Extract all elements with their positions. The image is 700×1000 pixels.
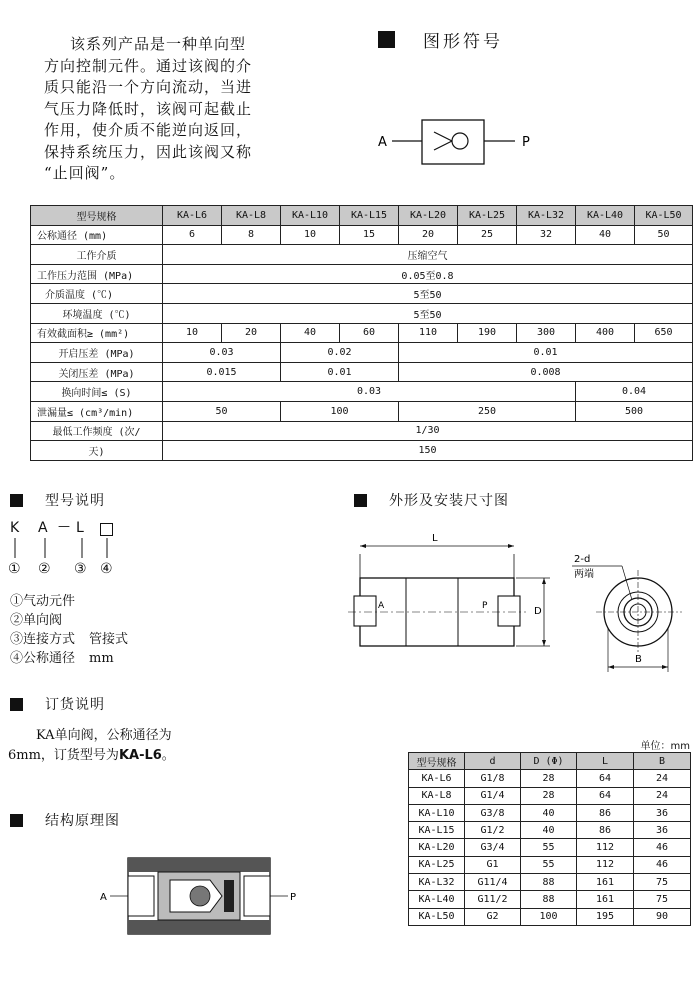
- table-row: [31, 245, 693, 265]
- order-line-2-suffix: 。: [161, 748, 175, 763]
- row-label: 有效截面积≥ (mm²): [31, 323, 163, 343]
- legend-text: 公称通径: [23, 651, 76, 666]
- table-row: [409, 822, 691, 839]
- structure-drawing: [100, 852, 300, 942]
- row-label: 介质温度 (℃): [31, 284, 163, 304]
- table-cell: 55: [521, 839, 577, 856]
- model-cell: KA-L20: [399, 206, 458, 226]
- order-line-2: [8, 746, 175, 766]
- structure-title: 结构原理图: [45, 813, 120, 829]
- table-cell: 40: [521, 822, 577, 839]
- table-cell: 40: [576, 225, 635, 245]
- row-label: 天): [31, 441, 163, 461]
- dimension-drawing: [346, 522, 694, 677]
- table-cell: 32: [517, 225, 576, 245]
- row-label: 开启压差 (MPa): [31, 343, 163, 363]
- marker-2: ②: [38, 561, 51, 577]
- table-cell: G1: [465, 856, 521, 873]
- table-cell: 161: [577, 874, 634, 891]
- table-cell: 10: [281, 225, 340, 245]
- table-cell: 15: [340, 225, 399, 245]
- table-cell: 110: [399, 323, 458, 343]
- dim-label-ends: 两端: [574, 569, 594, 580]
- model-legend: [10, 592, 128, 668]
- model-cell: KA-L40: [576, 206, 635, 226]
- model-cell: KA-L50: [635, 206, 693, 226]
- table-cell: 64: [577, 787, 634, 804]
- structure-heading: [10, 810, 120, 830]
- order-heading: [10, 694, 105, 714]
- dims-header-row: [409, 753, 691, 770]
- header-label: 型号规格: [31, 206, 163, 226]
- dims-table: [408, 752, 691, 926]
- table-cell: 195: [577, 908, 634, 925]
- legend-num: ②: [10, 613, 24, 628]
- intro-line: 气压力降低时，该阀可起截止: [44, 99, 253, 118]
- intro-line: 质只能沿一个方向流动，当进: [44, 78, 253, 96]
- table-cell: G1/8: [465, 770, 521, 787]
- table-row: [409, 770, 691, 787]
- table-row: [31, 343, 693, 363]
- table-cell: KA-L50: [409, 908, 465, 925]
- dim-label-2d: 2-d: [574, 554, 591, 565]
- marker-1: ①: [8, 561, 21, 577]
- marker-3: ③: [74, 561, 87, 577]
- code-box-icon: [100, 523, 113, 536]
- legend-item: [10, 611, 128, 630]
- model-desc-title: 型号说明: [45, 493, 105, 509]
- square-bullet-icon: [378, 31, 395, 48]
- table-cell: 55: [521, 856, 577, 873]
- table-cell: 46: [634, 856, 691, 873]
- table-cell: 112: [577, 839, 634, 856]
- legend-extra: mm: [89, 651, 114, 666]
- table-row: [31, 362, 693, 382]
- table-cell: 100: [281, 401, 399, 421]
- structure-port-a: A: [100, 892, 107, 903]
- table-cell: 6: [163, 225, 222, 245]
- table-cell: 75: [634, 874, 691, 891]
- table-row: [31, 401, 693, 421]
- table-row: [31, 225, 693, 245]
- table-cell: 10: [163, 323, 222, 343]
- order-title: 订货说明: [45, 697, 105, 713]
- table-cell: 1/30: [163, 421, 693, 441]
- table-cell: 40: [281, 323, 340, 343]
- marker-4: ④: [100, 561, 113, 577]
- table-row: [409, 839, 691, 856]
- legend-num: ①: [10, 594, 24, 609]
- symbol-port-a: A: [378, 135, 387, 150]
- row-label: 工作介质: [31, 245, 163, 265]
- table-cell: 650: [635, 323, 693, 343]
- model-cell: KA-L15: [340, 206, 399, 226]
- table-cell: 500: [576, 401, 693, 421]
- dim-label-l: L: [432, 533, 438, 544]
- table-row: [31, 303, 693, 323]
- table-cell: 0.01: [399, 343, 693, 363]
- header-cell: B: [634, 753, 691, 770]
- row-label: 工作压力范围 (MPa): [31, 264, 163, 284]
- table-cell: G3/4: [465, 839, 521, 856]
- intro-line: “止回阀”。: [44, 164, 126, 182]
- table-cell: 0.03: [163, 382, 576, 402]
- order-line-2-prefix: 6mm，订货型号为: [8, 748, 119, 763]
- table-cell: 150: [163, 441, 693, 461]
- legend-text: 单向阀: [23, 613, 63, 628]
- row-label: 泄漏量≤ (cm³/min): [31, 401, 163, 421]
- square-bullet-icon: [10, 698, 23, 711]
- dim-label-d: D: [534, 606, 542, 617]
- legend-num: ④: [10, 651, 24, 666]
- model-cell: KA-L32: [517, 206, 576, 226]
- table-cell: 0.04: [576, 382, 693, 402]
- square-bullet-icon: [10, 814, 23, 827]
- header-cell: d: [465, 753, 521, 770]
- header-cell: L: [577, 753, 634, 770]
- model-cell: KA-L25: [458, 206, 517, 226]
- table-cell: 64: [577, 770, 634, 787]
- spec-table: [30, 205, 693, 461]
- header-cell: 型号规格: [409, 753, 465, 770]
- table-cell: 112: [577, 856, 634, 873]
- intro-line: 作用，使介质不能逆向返回，: [44, 121, 253, 139]
- table-cell: 86: [577, 804, 634, 821]
- table-cell: KA-L8: [409, 787, 465, 804]
- structure-port-p: P: [290, 892, 297, 903]
- table-cell: 75: [634, 891, 691, 908]
- row-label: 公称通径 (mm): [31, 225, 163, 245]
- table-cell: 0.02: [281, 343, 399, 363]
- dim-label-a: A: [378, 601, 385, 611]
- symbol-heading: [378, 27, 503, 52]
- legend-item: [10, 649, 128, 668]
- table-cell: 88: [521, 874, 577, 891]
- code-dash: —: [58, 519, 70, 533]
- table-row: [409, 891, 691, 908]
- table-cell: 36: [634, 822, 691, 839]
- table-cell: G1/4: [465, 787, 521, 804]
- table-row: [409, 787, 691, 804]
- table-cell: 36: [634, 804, 691, 821]
- order-model: KA-L6: [118, 748, 162, 763]
- dimension-title: 外形及安装尺寸图: [389, 493, 509, 509]
- dim-label-p: P: [482, 601, 488, 611]
- table-cell: 0.05至0.8: [163, 264, 693, 284]
- intro-line: 该系列产品是一种单向型: [70, 35, 247, 53]
- table-cell: 250: [399, 401, 576, 421]
- table-cell: 190: [458, 323, 517, 343]
- code-letter: A: [38, 520, 48, 536]
- table-cell: 50: [635, 225, 693, 245]
- model-cell: KA-L6: [163, 206, 222, 226]
- table-cell: 5至50: [163, 284, 693, 304]
- legend-num: ③: [10, 632, 24, 647]
- table-cell: 50: [163, 401, 281, 421]
- intro-line: 保持系统压力，因此该阀又称: [44, 142, 253, 161]
- table-cell: 28: [521, 770, 577, 787]
- table-cell: 400: [576, 323, 635, 343]
- table-cell: 46: [634, 839, 691, 856]
- table-row: [31, 382, 693, 402]
- table-cell: KA-L10: [409, 804, 465, 821]
- model-cell: KA-L10: [281, 206, 340, 226]
- row-label: 环境温度 (℃): [31, 303, 163, 323]
- model-cell: KA-L8: [222, 206, 281, 226]
- table-cell: KA-L40: [409, 891, 465, 908]
- table-cell: G1/2: [465, 822, 521, 839]
- table-cell: 压缩空气: [163, 245, 693, 265]
- table-cell: 0.015: [163, 362, 281, 382]
- table-cell: 60: [340, 323, 399, 343]
- table-cell: G11/4: [465, 874, 521, 891]
- table-cell: 24: [634, 787, 691, 804]
- table-cell: 28: [521, 787, 577, 804]
- square-bullet-icon: [10, 494, 23, 507]
- legend-item: [10, 592, 128, 611]
- dim-label-b: B: [635, 654, 642, 665]
- table-row: [409, 856, 691, 873]
- header-cell: D (Φ): [521, 753, 577, 770]
- table-cell: 8: [222, 225, 281, 245]
- table-row: [31, 421, 693, 441]
- table-row: [31, 441, 693, 461]
- table-cell: KA-L32: [409, 874, 465, 891]
- legend-text: 气动元件: [23, 594, 76, 609]
- table-cell: KA-L20: [409, 839, 465, 856]
- table-cell: 88: [521, 891, 577, 908]
- table-row: [409, 908, 691, 925]
- table-row: [409, 804, 691, 821]
- table-row: [31, 264, 693, 284]
- table-cell: KA-L15: [409, 822, 465, 839]
- table-cell: G11/2: [465, 891, 521, 908]
- table-cell: KA-L25: [409, 856, 465, 873]
- table-cell: KA-L6: [409, 770, 465, 787]
- row-label: 换向时间≤ (S): [31, 382, 163, 402]
- symbol-port-p: P: [522, 135, 530, 150]
- intro-line: 方向控制元件。通过该阀的介: [44, 56, 253, 75]
- model-desc-heading: [10, 490, 105, 510]
- table-cell: G2: [465, 908, 521, 925]
- table-cell: 161: [577, 891, 634, 908]
- table-cell: 100: [521, 908, 577, 925]
- table-row: [409, 874, 691, 891]
- code-letter: K: [10, 520, 20, 536]
- table-cell: 86: [577, 822, 634, 839]
- table-cell: G3/8: [465, 804, 521, 821]
- table-cell: 90: [634, 908, 691, 925]
- table-cell: 0.01: [281, 362, 399, 382]
- table-cell: 0.03: [163, 343, 281, 363]
- check-valve-symbol: [370, 110, 550, 170]
- row-label: 关闭压差 (MPa): [31, 362, 163, 382]
- dimension-heading: [354, 490, 509, 510]
- legend-text: 连接方式: [23, 632, 76, 647]
- table-row: [31, 323, 693, 343]
- table-cell: 40: [521, 804, 577, 821]
- table-cell: 300: [517, 323, 576, 343]
- order-text: [8, 726, 175, 766]
- spec-header-row: [31, 206, 693, 226]
- table-cell: 24: [634, 770, 691, 787]
- unit-label: 单位：mm: [640, 741, 690, 752]
- table-cell: 5至50: [163, 303, 693, 323]
- table-cell: 20: [222, 323, 281, 343]
- order-line-1: KA单向阀，公称通径为: [36, 728, 172, 743]
- symbol-title: 图形符号: [423, 32, 503, 52]
- square-bullet-icon: [354, 494, 367, 507]
- code-letter: L: [76, 520, 84, 536]
- legend-extra: 管接式: [89, 632, 129, 647]
- table-cell: 0.008: [399, 362, 693, 382]
- legend-item: [10, 630, 128, 649]
- intro-paragraph: [44, 34, 294, 185]
- table-cell: 20: [399, 225, 458, 245]
- table-cell: 25: [458, 225, 517, 245]
- row-label: 最低工作频度 (次/: [31, 421, 163, 441]
- table-row: [31, 284, 693, 304]
